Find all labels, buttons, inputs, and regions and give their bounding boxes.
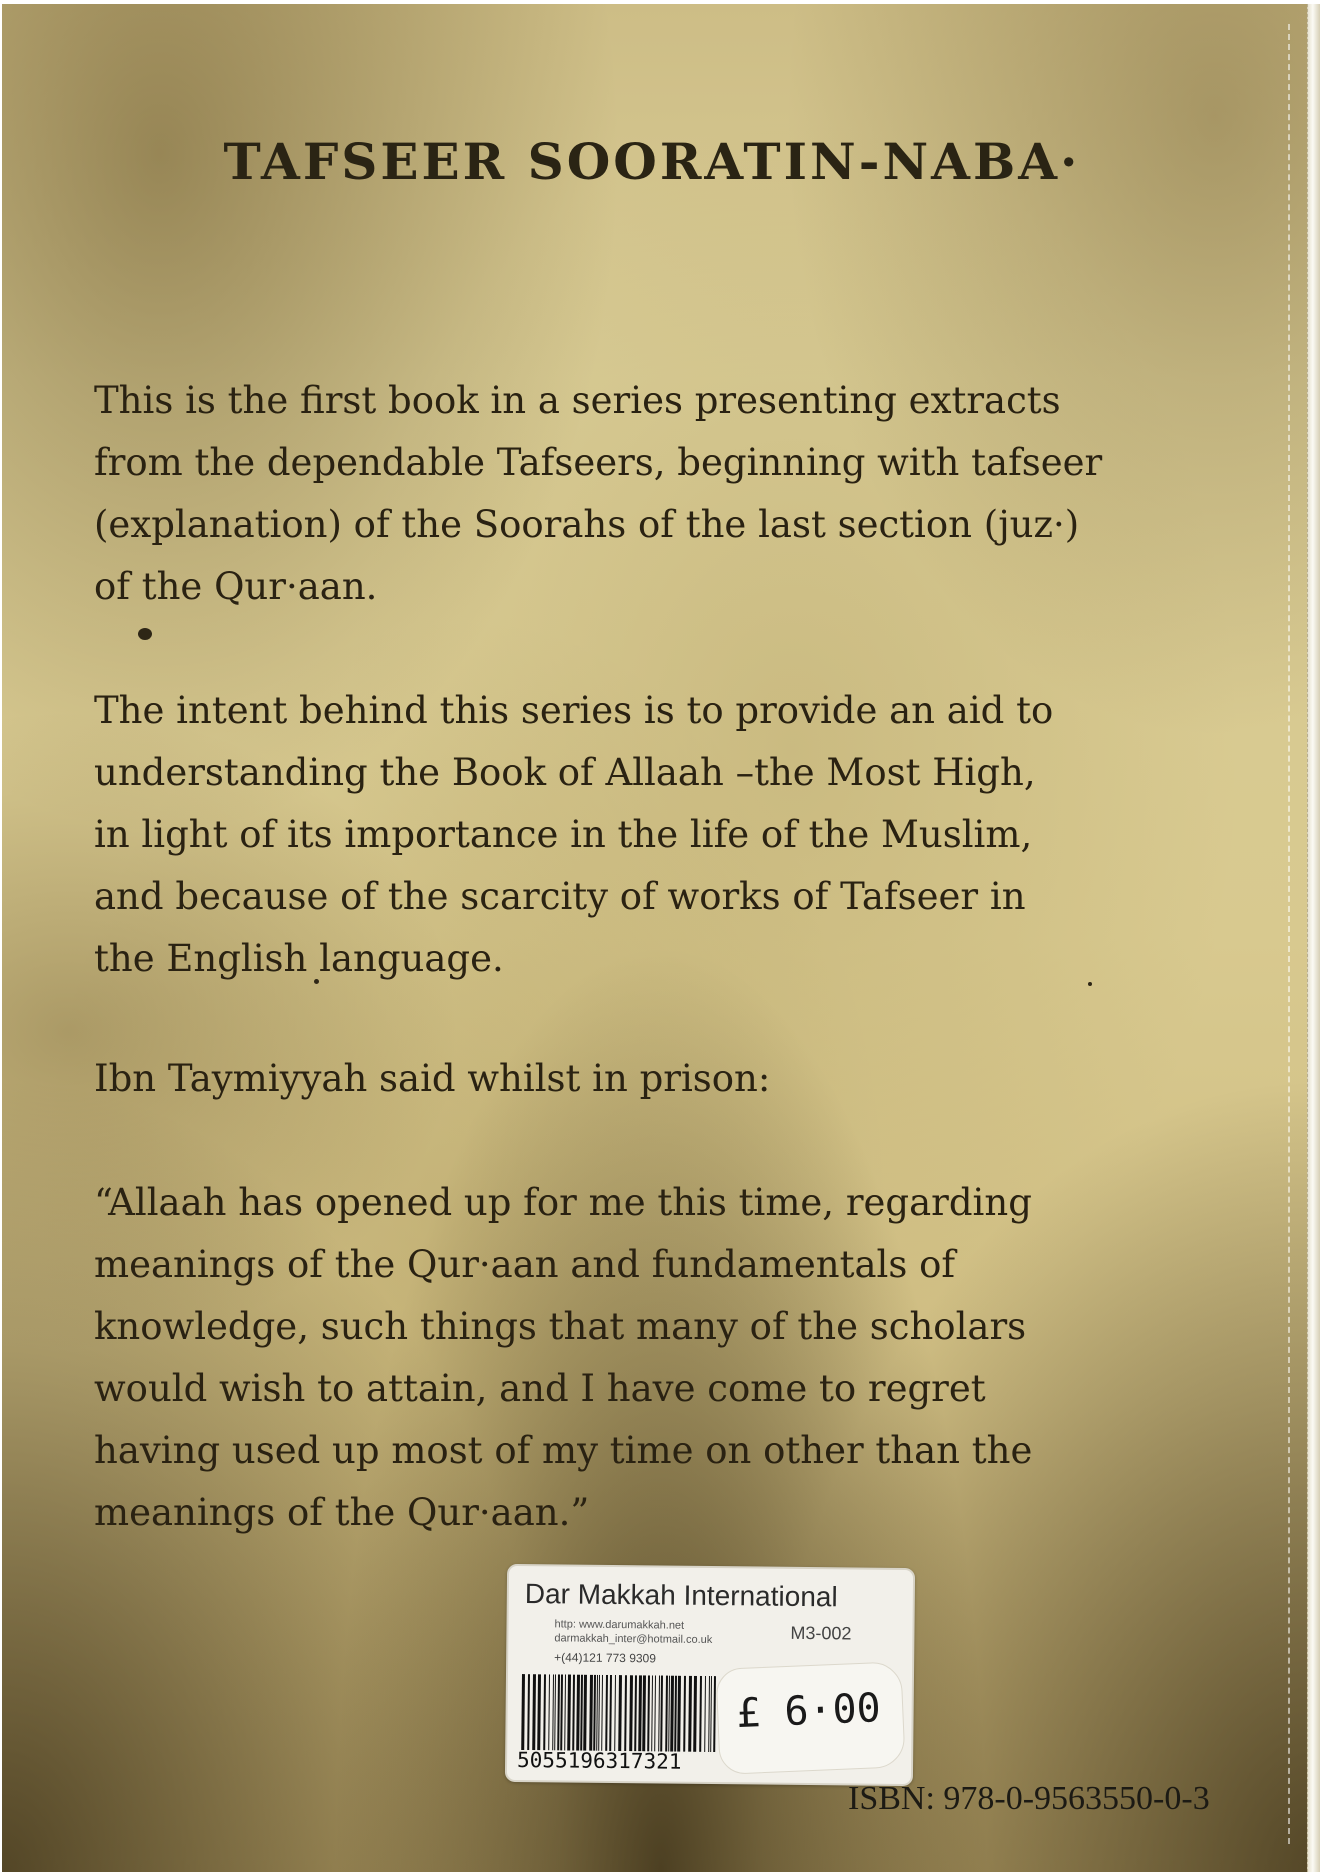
barcode-bar [564, 1674, 566, 1750]
barcode-bar [593, 1675, 596, 1751]
barcode-bar [572, 1675, 575, 1751]
barcode-bar [596, 1675, 598, 1751]
barcode-bar [609, 1675, 612, 1751]
blurb-paragraph-intent: The intent behind this series is to provide an aid to understanding the Book of Allaah –the Most High, in light of its importance in the life of the Muslim, and because of the scarcity of works of Tafseer in the English language. [94, 689, 1054, 980]
store-name: Dar Makkah International [524, 1578, 838, 1613]
ink-speck [138, 628, 152, 640]
barcode-bar [557, 1674, 560, 1750]
barcode-bar [532, 1674, 536, 1750]
ink-speck [1088, 982, 1092, 986]
barcode-bar [638, 1675, 642, 1751]
barcode-bar [605, 1675, 608, 1751]
barcode-bar [589, 1675, 593, 1751]
quote-attribution: Ibn Taymiyyah said whilst in prison: [94, 1057, 771, 1100]
store-website: http: www.darumakkah.net [554, 1618, 685, 1632]
store-email: darmakkah_inter@hotmail.co.uk [554, 1632, 713, 1647]
barcode-bar [634, 1675, 637, 1751]
barcode-bar [674, 1676, 677, 1752]
blurb-paragraph-intro: This is the first book in a series presenting extracts from the dependable Tafseers, beginning with tafseer (explanation) of the Soorahs of the last section (juz·) of the Qur·aan. [94, 379, 1103, 608]
dashed-edge-line [1288, 24, 1290, 1844]
barcode-bar [598, 1675, 600, 1751]
barcode-bar [651, 1675, 653, 1751]
barcode-bar [699, 1676, 702, 1752]
page-edge [1307, 4, 1320, 1872]
barcode-bar [704, 1676, 706, 1752]
barcode-bar [624, 1675, 627, 1751]
parchment-background [2, 4, 1320, 1872]
barcode-bar [693, 1676, 697, 1752]
barcode-bar [688, 1676, 692, 1752]
barcode-bar [708, 1676, 710, 1752]
barcode-bar [527, 1674, 530, 1750]
barcode-bar [710, 1676, 712, 1752]
barcode-bar [660, 1675, 663, 1751]
price-sticker [505, 1564, 915, 1786]
barcode-bar [683, 1676, 686, 1752]
barcode-bar [580, 1675, 583, 1751]
barcode-bar [548, 1674, 550, 1750]
barcode-bar [713, 1676, 716, 1752]
barcode-bar [543, 1674, 546, 1750]
barcode-bar [654, 1675, 656, 1751]
barcode-icon [519, 1674, 720, 1752]
barcode-bar [601, 1675, 603, 1751]
isbn: ISBN: 978-0-9563550-0-3 [848, 1780, 1210, 1817]
barcode-bar [665, 1676, 668, 1752]
book-title: TAFSEER SOORATIN-NABA· [223, 132, 1081, 191]
price: £ 6·00 [735, 1685, 882, 1738]
barcode-bar [567, 1675, 571, 1751]
barcode-bar [670, 1676, 674, 1752]
barcode-bar [647, 1675, 650, 1751]
barcode-number: 5055196317321 [516, 1747, 682, 1774]
price-label [715, 1661, 905, 1775]
barcode-bar [614, 1675, 616, 1751]
store-phone: +(44)121 773 9309 [554, 1650, 657, 1666]
barcode-bar [629, 1675, 633, 1751]
product-code: M3-002 [790, 1622, 852, 1644]
barcode-bar [642, 1675, 646, 1751]
barcode-bar [554, 1674, 556, 1750]
barcode-bar [618, 1675, 622, 1751]
barcode-bar [668, 1676, 670, 1752]
barcode-bar [552, 1674, 554, 1750]
barcode-bar [677, 1676, 681, 1752]
barcode-bar [521, 1674, 525, 1750]
quote-text: “Allaah has opened up for me this time, regarding meanings of the Qur·aan and fundamentals of knowledge, such things that many of the scholars would wish to attain, and I have come to regret having used up most of my time on other than the meanings of the Qur·aan.” [94, 1181, 1033, 1534]
barcode-bar [560, 1674, 563, 1750]
barcode-bar [537, 1674, 541, 1750]
barcode-bar [583, 1675, 587, 1751]
barcode-bar [658, 1675, 660, 1751]
barcode-bar [576, 1675, 580, 1751]
